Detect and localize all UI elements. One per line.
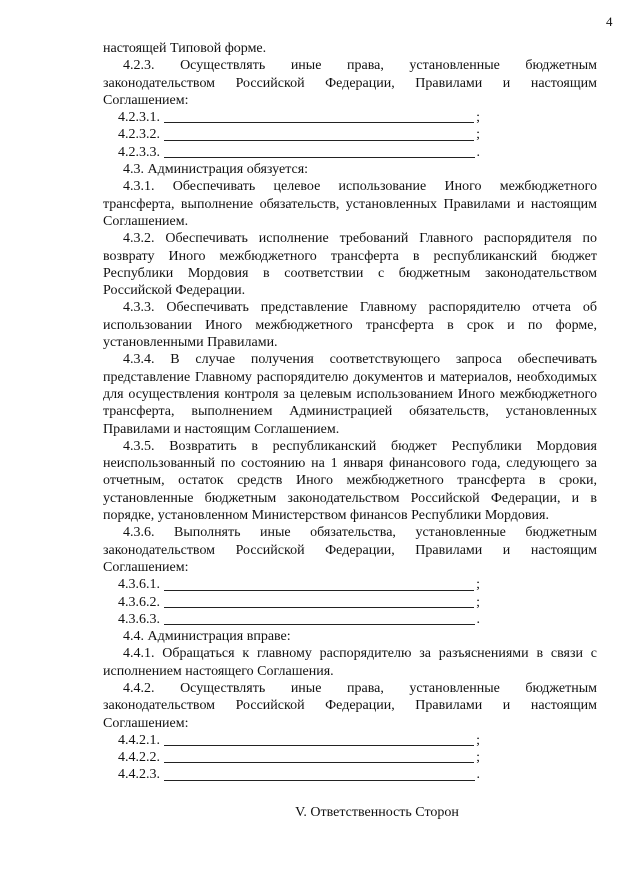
fill-in-line — [164, 595, 474, 608]
clause-number: 4.2.3.3. — [118, 144, 160, 160]
line-terminator: ; — [476, 127, 480, 143]
clause-number: 4.3.6.2. — [118, 594, 160, 610]
clause-number: 4.2.3.1. — [118, 110, 160, 126]
fill-in-line — [164, 578, 474, 591]
clause-number: 4.2.3.2. — [118, 127, 160, 143]
blank-line-4-4-2-2 — [118, 749, 480, 766]
blank-line-4-4-2-1 — [118, 732, 480, 749]
fill-in-line — [164, 145, 475, 158]
blank-line-4-3-6-3 — [118, 611, 480, 628]
clause-4-4-2: 4.4.2. Осуществлять иные права, установленные бюджетным законодательством Российской Федерации, Правилами и настоящим Соглашением: — [103, 680, 597, 731]
clause-4-4-1: 4.4.1. Обращаться к главному распорядителю за разъяснениями в связи с исполнением настоящего Соглашения. — [103, 646, 597, 679]
line-terminator: ; — [476, 110, 480, 126]
clause-number: 4.3.6.3. — [118, 611, 160, 627]
line-terminator: ; — [476, 750, 480, 766]
clause-number: 4.4.2.1. — [118, 732, 160, 748]
line-terminator: ; — [476, 732, 480, 748]
blank-line-4-2-3-3 — [118, 144, 480, 161]
line-terminator: . — [476, 144, 480, 160]
fill-in-line — [164, 733, 474, 746]
fill-in-line — [164, 612, 475, 625]
blank-line-4-3-6-2 — [118, 594, 480, 611]
line-terminator: ; — [476, 577, 480, 593]
line-terminator: . — [476, 767, 480, 783]
section-heading: V. Ответственность Сторон — [295, 804, 459, 820]
clause-4-3-4: 4.3.4. В случае получения соответствующего запроса обеспечивать представление Главному распорядителю документов и материалов, необходимых для осуществления контроля за целевым использованием Иного межбюджетного трансферта, выполнением Администрацией обязательств, установленных Правилами и настоящим Соглашением. — [103, 352, 597, 437]
page-number: 4 — [606, 14, 613, 29]
paragraph-intro: настоящей Типовой форме. — [103, 41, 267, 56]
fill-in-line — [164, 768, 475, 781]
clause-4-3-2: 4.3.2. Обеспечивать исполнение требований Главного распорядителя по возврату Иного межбюджетного трансферта в республиканский бюджет Республики Мордовия в соответствии с бюджетным законодательством Российской Федерации. — [103, 231, 597, 299]
blank-line-4-3-6-1 — [118, 576, 480, 593]
clause-4-3-5: 4.3.5. Возвратить в республиканский бюджет Республики Мордовия неиспользованный по состоянию на 1 января финансового года, следующего за отчетным, остаток средств Иного межбюджетного трансферта в сроки, установленные бюджетным законодательством Российской Федерации, и в порядке, установленном Министерством финансов Республики Мордовия. — [103, 438, 597, 524]
blank-line-4-2-3-1 — [118, 109, 480, 126]
clause-4-3-3: 4.3.3. Обеспечивать представление Главному распорядителю отчета об использовании Иного межбюджетного трансферта в срок и по форме, установленными Правилами. — [103, 300, 597, 351]
fill-in-line — [164, 110, 474, 123]
clause-4-4: 4.4. Администрация вправе: — [123, 629, 291, 645]
clause-number: 4.4.2.3. — [118, 767, 160, 783]
line-terminator: ; — [476, 594, 480, 610]
fill-in-line — [164, 128, 474, 141]
clause-4-3-1: 4.3.1. Обеспечивать целевое использование Иного межбюджетного трансферта, выполнение обязательств, установленных Правилами и настоящим Соглашением. — [103, 179, 597, 229]
blank-line-4-2-3-2 — [118, 126, 480, 143]
clause-number: 4.4.2.2. — [118, 750, 160, 766]
clause-4-3: 4.3. Администрация обязуется: — [123, 162, 309, 178]
clause-4-3-6: 4.3.6. Выполнять иные обязательства, установленные бюджетным законодательством Российской Федерации, Правилами и настоящим Соглашением: — [103, 525, 597, 575]
blank-line-4-4-2-3 — [118, 766, 480, 783]
clause-4-2-3: 4.2.3. Осуществлять иные права, установленные бюджетным законодательством Российской Федерации, Правилами и настоящим Соглашением: — [103, 58, 597, 108]
document-body — [103, 40, 597, 821]
line-terminator: . — [476, 611, 480, 627]
fill-in-line — [164, 750, 474, 763]
clause-number: 4.3.6.1. — [118, 577, 160, 593]
